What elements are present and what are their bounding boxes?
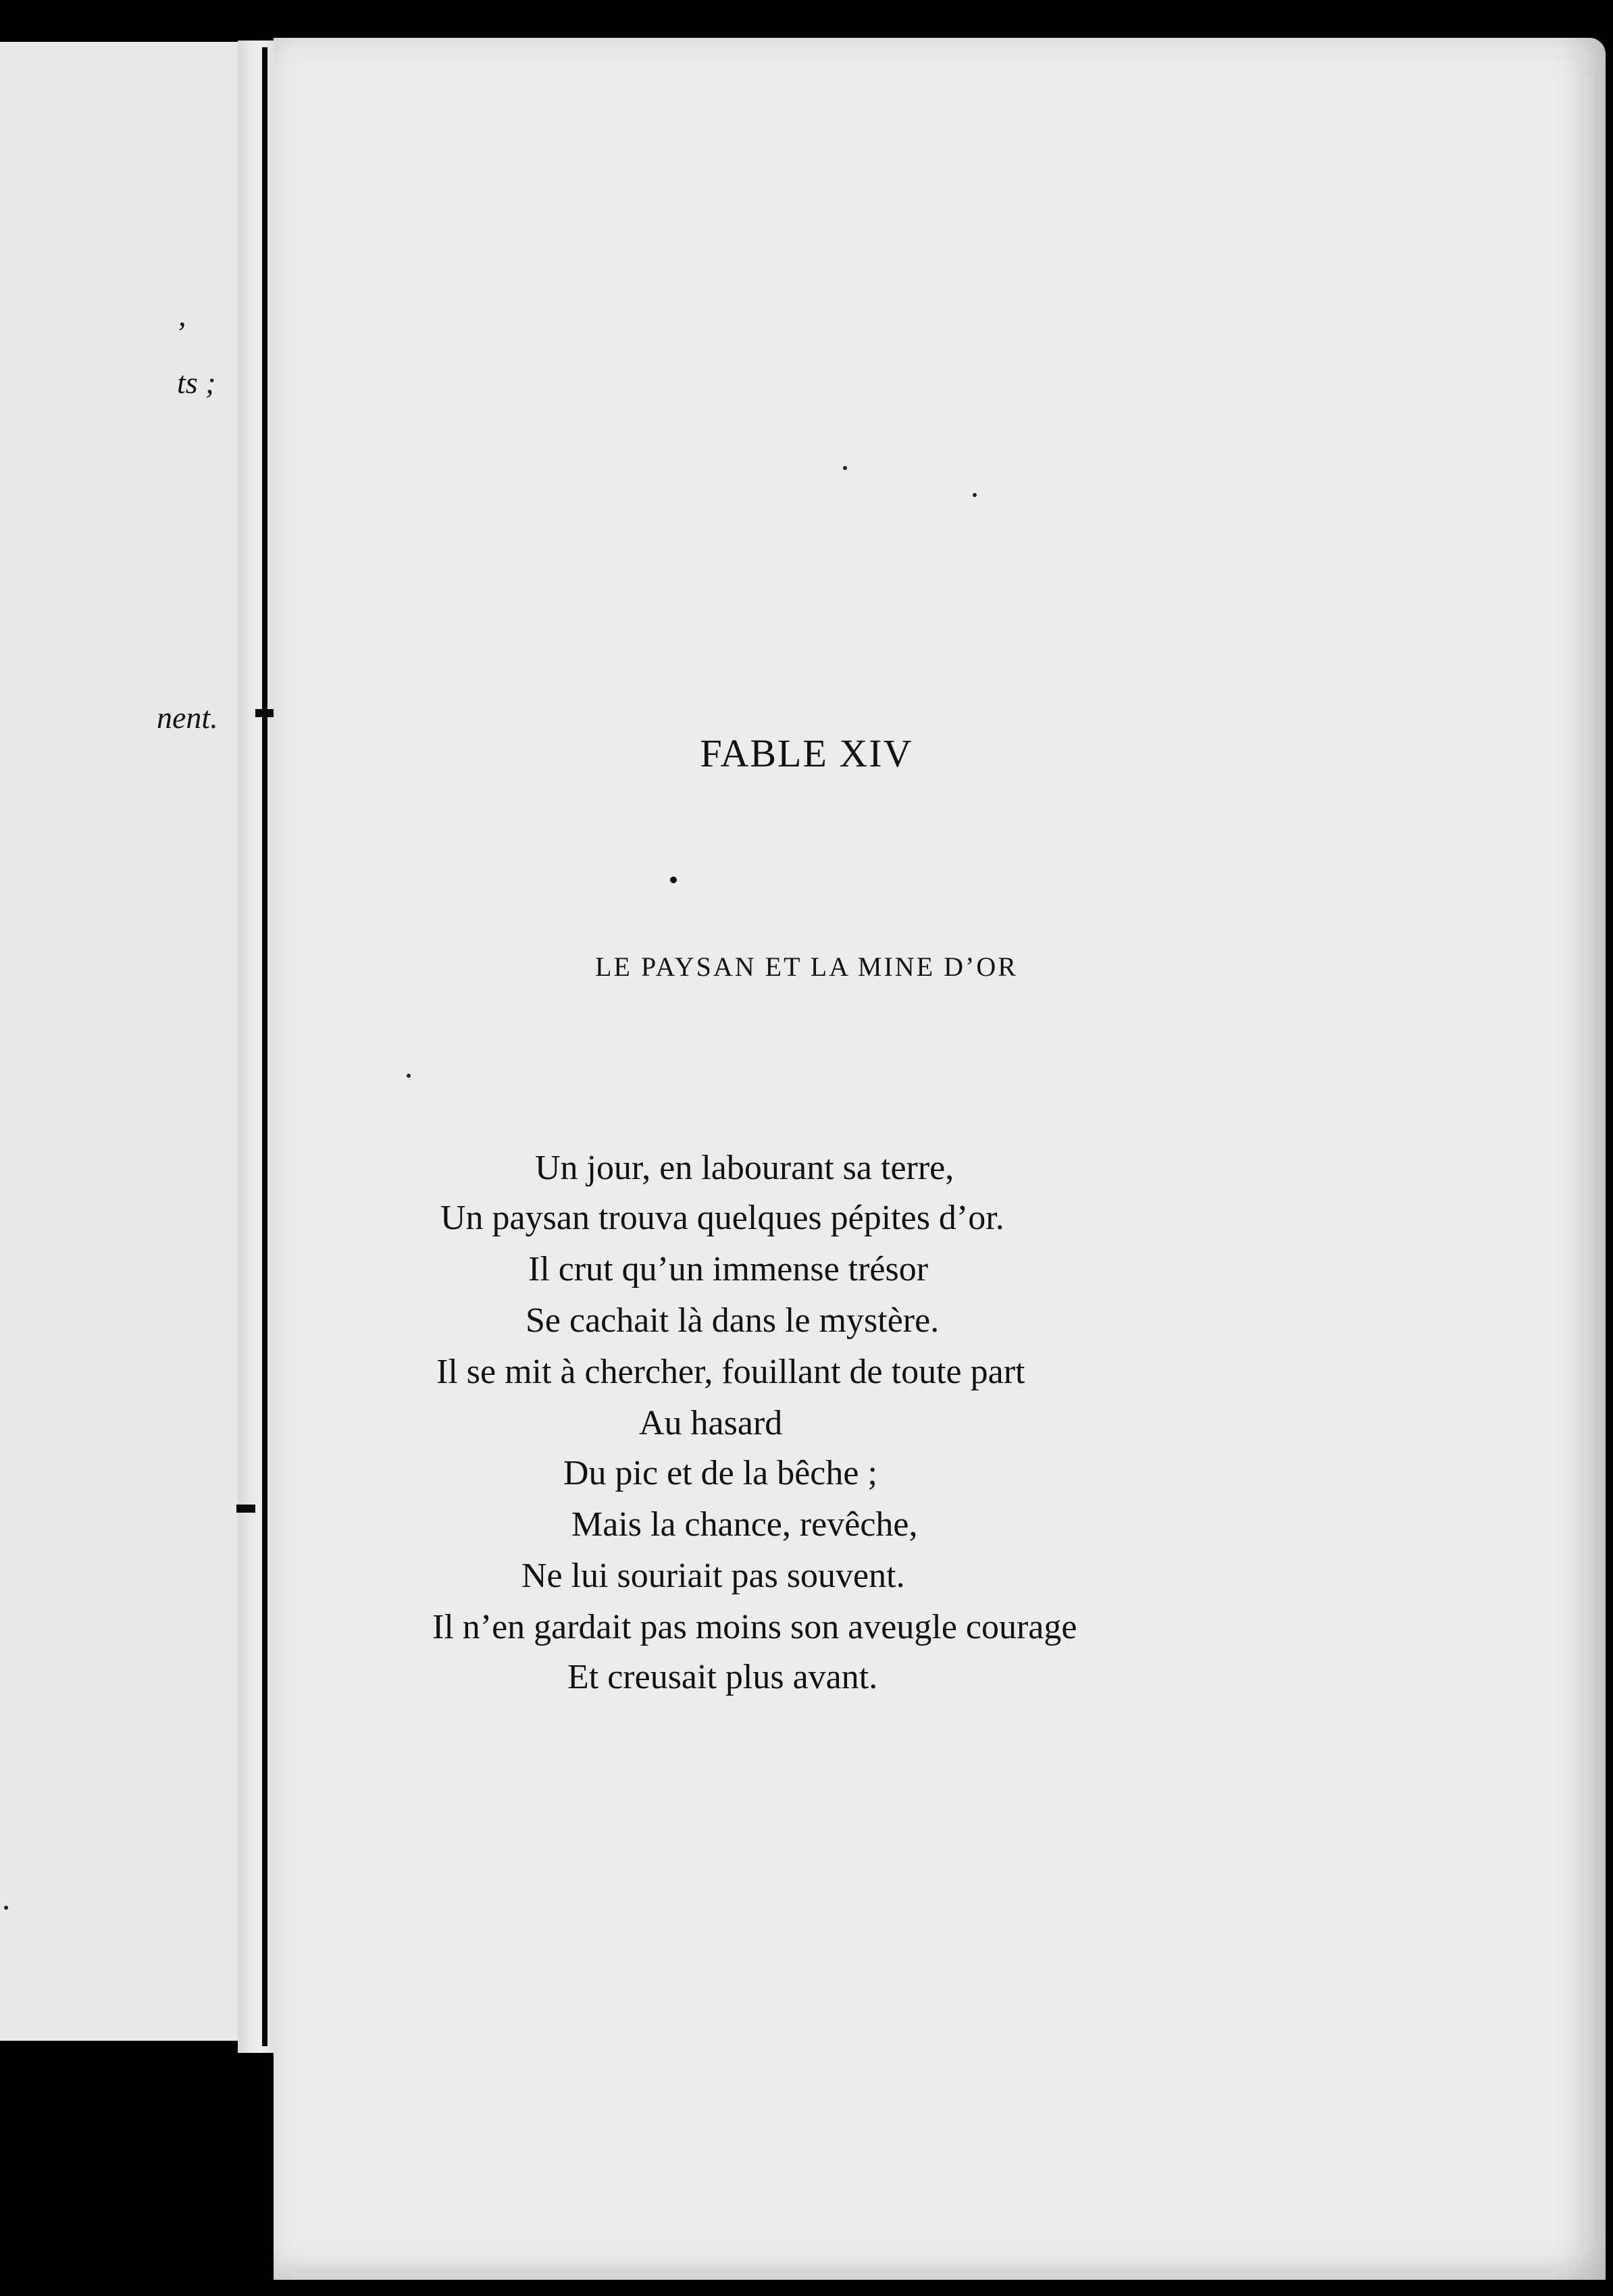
left-page-fragment: nent.	[157, 700, 218, 735]
left-page-fragment: ,	[178, 298, 186, 332]
poem-line: Au hasard	[639, 1404, 783, 1442]
left-page-fragment: ts ;	[177, 365, 216, 400]
spine-mark	[255, 709, 274, 717]
poem-line: Un paysan trouva quelques pépites d’or.	[440, 1199, 1004, 1237]
poem-line: Et creusait plus avant.	[567, 1658, 878, 1696]
fable-subtitle: LE PAYSAN ET LA MINE D’OR	[595, 951, 1018, 982]
page-edge-shadow	[1558, 38, 1606, 2280]
spine-gutter-line	[262, 47, 267, 2046]
spine-mark	[236, 1505, 255, 1513]
poem-line: Du pic et de la bêche ;	[563, 1454, 877, 1492]
paper-speck	[407, 1074, 411, 1078]
paper-speck	[843, 466, 847, 470]
poem-line: Il n’en gardait pas moins son aveugle courage	[432, 1608, 1077, 1646]
poem-line: Un jour, en labourant sa terre,	[535, 1149, 954, 1187]
left-facing-page	[0, 42, 238, 2041]
poem-line: Se cachait là dans le mystère.	[526, 1301, 940, 1340]
paper-speck	[973, 493, 977, 497]
poem-line: Il crut qu’un immense trésor	[528, 1250, 929, 1288]
fable-title: FABLE XIV	[700, 731, 913, 775]
title-ornament-dot	[670, 877, 677, 883]
poem-line: Il se mit à chercher, fouillant de toute part	[436, 1353, 1025, 1391]
paper-speck	[4, 1906, 8, 1910]
poem-line: Ne lui souriait pas souvent.	[521, 1557, 905, 1595]
book-spine	[238, 41, 277, 2053]
poem-line: Mais la chance, revêche,	[571, 1505, 918, 1544]
